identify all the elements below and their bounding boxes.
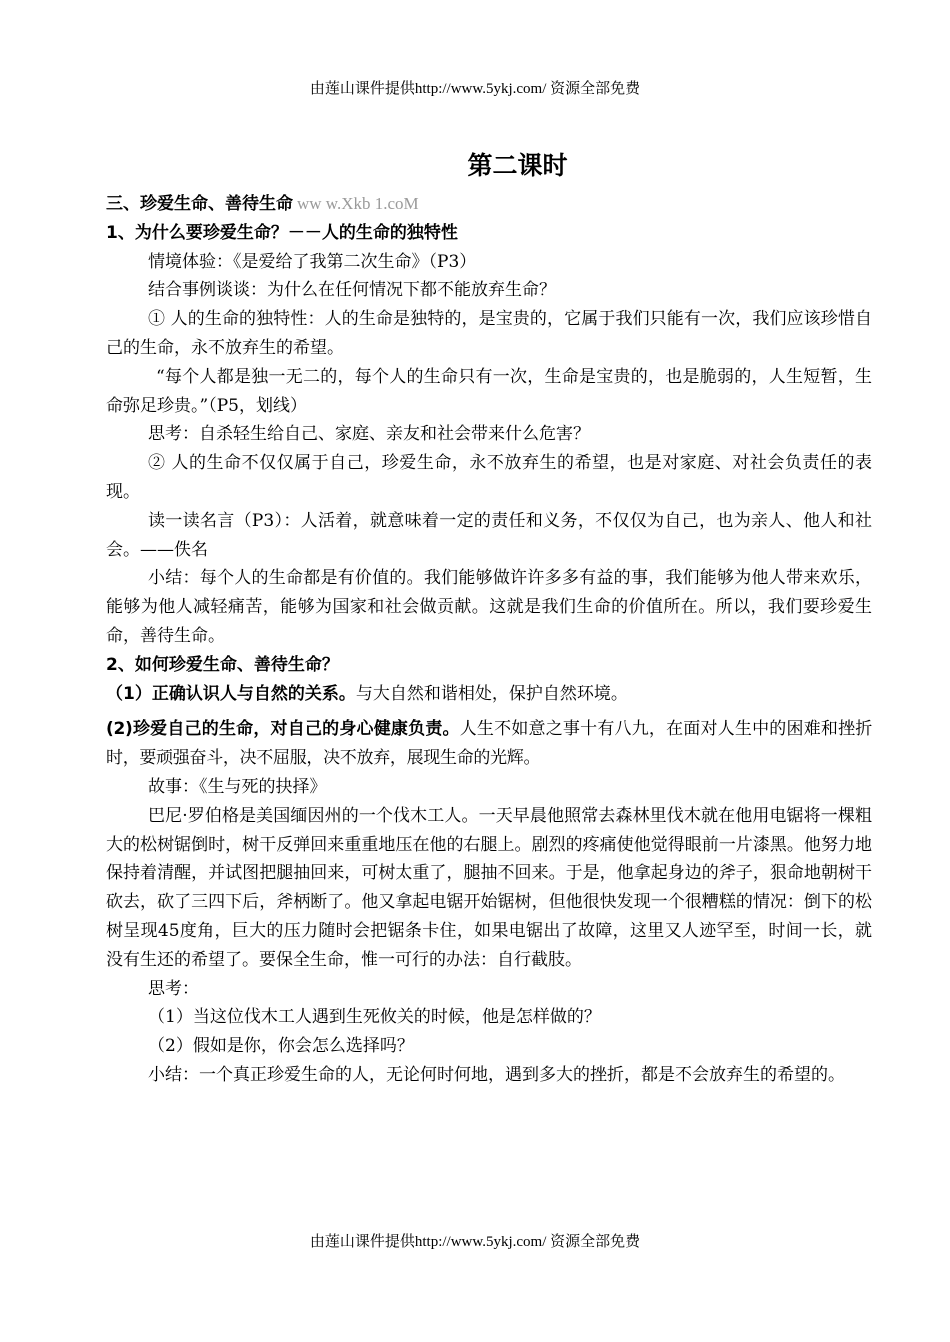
quote-paragraph: “每个人都是独一无二的，每个人的生命只有一次，生命是宝贵的，也是脆弱的，人生短暂，生命弥足珍贵。”（P5，划线） [106, 366, 872, 416]
point-1-bold: （1）正确认识人与自然的关系。 [106, 683, 356, 704]
point-1-text: 与大自然和谐相处，保护自然环境。 [355, 683, 628, 704]
paragraph: ① 人的生命的独特性：人的生命是独特的，是宝贵的，它属于我们只能有一次，我们应该珍惜自己的生命，永不放弃生的希望。 [106, 309, 872, 358]
page-header: 由莲山课件提供http://www.5ykj.com/ 资源全部免费 [309, 81, 641, 97]
paragraph: 思考：自杀轻生给自己、家庭、亲友和社会带来什么危害？ [148, 424, 590, 445]
story-title: 故事：《生与死的抉择》 [148, 776, 327, 797]
think-label: 思考： [148, 978, 199, 999]
paragraph: 情境体验：《是爱给了我第二次生命》（P3） [148, 251, 477, 272]
section-heading-text: 三、珍爱生命、善待生命 [106, 194, 293, 214]
think-question-1: （1）当这位伐木工人遇到生死攸关的时候，他是怎样做的？ [148, 1007, 601, 1028]
point-1 [106, 680, 872, 709]
question-1-heading: 1、为什么要珍爱生命？－－人的生命的独特性 [106, 222, 458, 243]
story-body: 巴尼·罗伯格是美国缅因州的一个伐木工人。一天早晨他照常去森林里伐木就在他用电锯将一棵粗大的松树锯倒时，树干反弹回来重重地压在他的右腿上。剧烈的疼痛使他觉得眼前一片漆黑。他努力地保持着清醒，并试图把腿抽回来，可树太重了，腿抽不回来。于是，他拿起身边的斧子，狠命地朝树干砍去，砍了三四下后，斧柄断了。他又拿起电锯开始锯树，但他很快发现一个很糟糕的情况：倒下的松树呈现45度角，巨大的压力随时会把锯条卡住，如果电锯出了故障，这里又人迹罕至，时间一长，就没有生还的希望了。要保全生命，惟一可行的办法：自行截肢。 [106, 805, 872, 970]
story-summary: 小结：一个真正珍爱生命的人，无论何时何地，遇到多大的挫折，都是不会放弃生的希望的。 [148, 1064, 845, 1085]
point-2-text: 人生不如意之事十有八九，在面对人生中的困难和挫折时，要顽强奋斗，决不屈服，决不放弃，展现生命的光辉。 [106, 719, 872, 769]
paragraph: 读一读名言（P3）：人活着，就意味着一定的责任和义务，不仅仅为自己，也为亲人、他人和社会。——佚名 [106, 510, 872, 560]
paragraph: 结合事例谈谈：为什么在任何情况下都不能放弃生命？ [148, 280, 556, 301]
think-question-2: （2）假如是你，你会怎么选择吗？ [148, 1036, 414, 1057]
document-body [106, 190, 872, 1090]
watermark-text: ww w.Xkb 1.coM [297, 194, 419, 213]
paragraph: 小结：每个人的生命都是有价值的。我们能够做许许多多有益的事，我们能够为他人带来欢乐，能够为他人减轻痛苦，能够为国家和社会做贡献。这就是我们生命的价值所在。所以，我们要珍爱生命，善待生命。 [106, 568, 872, 646]
question-2-heading: 2、如何珍爱生命、善待生命？ [106, 654, 339, 675]
point-2 [106, 715, 872, 773]
point-2-bold: (2)珍爱自己的生命，对自己的身心健康负责。 [106, 719, 460, 740]
section-heading [106, 190, 872, 219]
paragraph: ② 人的生命不仅仅属于自己，珍爱生命，永不放弃生的希望，也是对家庭、对社会负责任的表现。 [106, 453, 872, 502]
page-footer: 由莲山课件提供http://www.5ykj.com/ 资源全部免费 [309, 1234, 641, 1250]
page-title: 第二课时 [467, 151, 568, 180]
